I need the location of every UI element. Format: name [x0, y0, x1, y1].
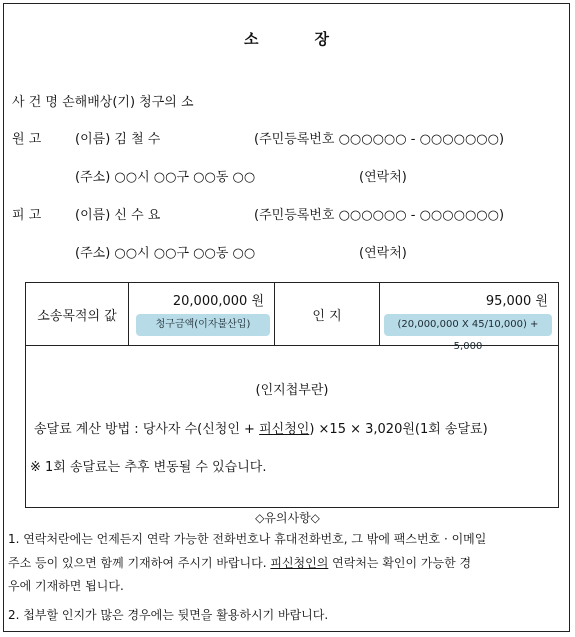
defendant-address: ○○시 ○○구 ○○동 ○○ — [114, 246, 256, 261]
note-item-2: 2. 첩부할 인지가 많은 경우에는 뒷면을 활용하시기 바랍니다. — [8, 608, 329, 622]
page-title — [4, 28, 571, 49]
note-item-1-line-3: 우에 기재하면 됩니다. — [8, 579, 124, 593]
title-char-left: 소 — [244, 30, 261, 48]
defendant-address-label: (주소) — [75, 246, 111, 261]
defendant-name: 신 수 요 — [114, 208, 161, 223]
defendant-id-value: ○○○○○○ - ○○○○○○○) — [338, 208, 505, 223]
note-item-1-underlined: 피신청인의 — [270, 556, 329, 570]
plaintiff-name: 김 철 수 — [114, 132, 161, 147]
postage-underlined: 피신청인 — [259, 422, 310, 437]
stamp-label-cell — [275, 283, 380, 345]
postage-method — [34, 418, 488, 437]
defendant-id-label: (주민등록번호 — [254, 208, 335, 223]
stamp-pill: (20,000,000 X 45/10,000) + 5,000 — [384, 314, 552, 336]
note-item-1-line-2-post: 연락처는 확인이 가능한 경 — [328, 556, 472, 570]
defendant-id-row — [254, 204, 504, 223]
postage-suffix: ) ×15 × 3,020원(1회 송달료) — [309, 422, 488, 437]
title-char-right: 장 — [314, 30, 331, 48]
case-name-row — [12, 91, 194, 110]
defendant-name-row — [75, 204, 160, 223]
notes-title: ◇유의사항◇ — [255, 511, 320, 525]
complaint-form — [3, 3, 570, 632]
stamp-label: 인 지 — [312, 309, 342, 324]
defendant-contact-label: (연락처) — [359, 246, 407, 261]
plaintiff-name-row — [75, 128, 160, 147]
case-value: 손해배상(기) 청구의 소 — [62, 95, 194, 110]
note-item-1-line-2 — [8, 554, 471, 571]
plaintiff-address: ○○시 ○○구 ○○동 ○○ — [114, 170, 256, 185]
plaintiff-address-label: (주소) — [75, 170, 111, 185]
stamp-amount: 95,000 원 — [485, 294, 548, 309]
fee-table — [25, 282, 559, 508]
claim-amount-cell — [129, 283, 275, 345]
stamp-amount-cell — [380, 283, 558, 352]
claim-label: 소송목적의 값 — [37, 309, 117, 324]
defendant-name-label: (이름) — [75, 208, 111, 223]
plaintiff-id-row — [254, 128, 504, 147]
defendant-address-row — [75, 242, 255, 261]
postage-prefix: 송달료 계산 방법 : 당사자 수(신청인 + — [34, 422, 260, 437]
plaintiff-id-value: ○○○○○○ - ○○○○○○○) — [338, 132, 505, 147]
plaintiff-id-label: (주민등록번호 — [254, 132, 335, 147]
plaintiff-name-label: (이름) — [75, 132, 111, 147]
stamp-attach-area: (인지첩부란) — [255, 383, 329, 398]
plaintiff-address-row — [75, 166, 255, 185]
defendant-role: 피 고 — [12, 208, 42, 223]
plaintiff-role: 원 고 — [12, 132, 42, 147]
note-item-1-line-1: 1. 연락처란에는 언제든지 연락 가능한 전화번호나 휴대전화번호, 그 밖에 팩스번호 · 이메일 — [8, 532, 487, 546]
fee-row — [26, 283, 558, 352]
plaintiff-contact-label: (연락처) — [359, 170, 407, 185]
note-item-1-line-2-pre: 주소 등이 있으면 함께 기재하여 주시기 바랍니다. — [8, 556, 271, 570]
case-label: 사 건 명 — [12, 95, 58, 110]
claim-label-cell — [26, 283, 129, 345]
claim-amount: 20,000,000 원 — [172, 294, 264, 309]
claim-pill: 청구금액(이자불산입) — [136, 314, 270, 336]
postage-note: ※ 1회 송달료는 추후 변동될 수 있습니다. — [30, 460, 267, 475]
